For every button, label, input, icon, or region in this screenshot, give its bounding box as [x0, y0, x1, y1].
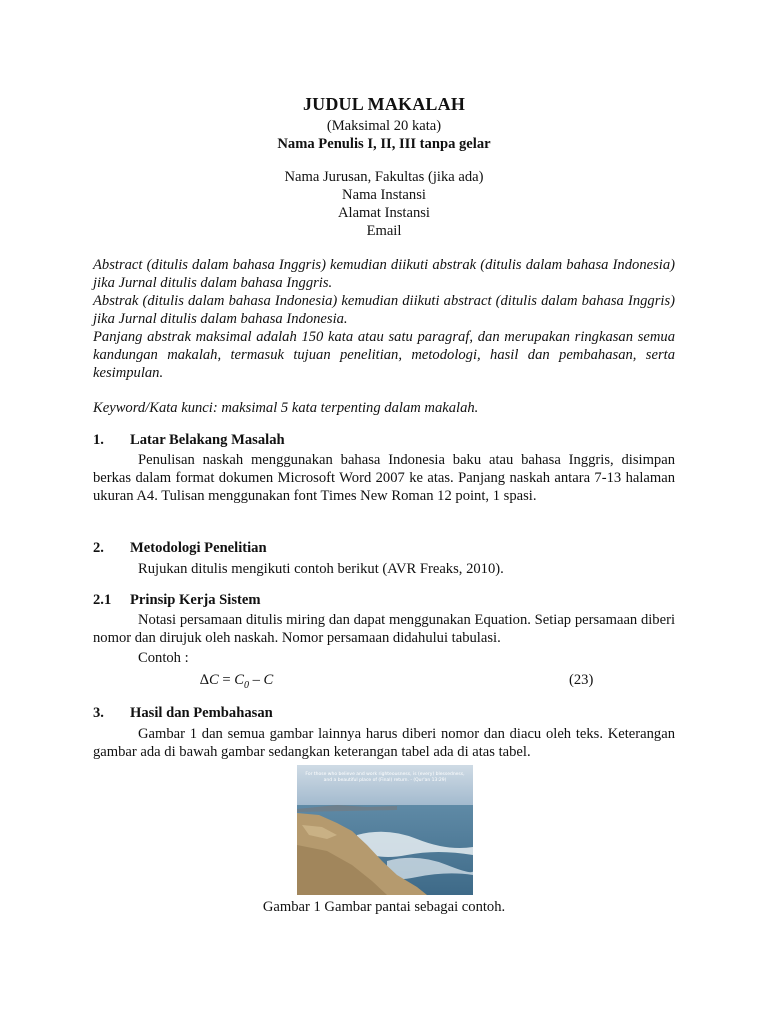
- keywords: Keyword/Kata kunci: maksimal 5 kata terpenting dalam makalah.: [93, 400, 479, 416]
- section-1-body: Penulisan naskah menggunakan bahasa Indonesia baku atau bahasa Inggris, disimpan berkas dalam format dokumen Microsoft Word 2007 ke atas. Panjang naskah antara 7-13 halaman ukuran A4. Tulisan menggunakan font Times New Roman 12 point, 1 spasi.: [93, 452, 675, 504]
- author-names: Nama Penulis I, II, III tanpa gelar: [277, 136, 491, 152]
- equation-number: (23): [569, 672, 594, 688]
- photo-overlay-line-2: and a beautiful place of (Final) return. - (Qur'an 13:29): [323, 778, 447, 783]
- section-2-number: 2.: [93, 540, 104, 556]
- affiliation-email: Email: [366, 223, 402, 239]
- section-2-1-number: 2.1: [93, 592, 112, 608]
- section-3-heading: Hasil dan Pembahasan: [130, 705, 273, 721]
- affiliation-department: Nama Jurusan, Fakultas (jika ada): [284, 169, 484, 185]
- section-3-number: 3.: [93, 705, 104, 721]
- section-2-1-body: Notasi persamaan ditulis miring dan dapat menggunakan Equation. Setiap persamaan diberi nomor dan dirujuk oleh naskah. Nomor persamaan didahului tabulasi.: [93, 612, 675, 646]
- example-label: Contoh :: [138, 650, 189, 666]
- section-1-number: 1.: [93, 432, 104, 448]
- abstract-indonesian-note: Abstrak (ditulis dalam bahasa Indonesia) kemudian diikuti abstract (ditulis dalam bahasa Inggris) jika Jurnal ditulis dalam bahasa Indonesia.: [93, 293, 675, 327]
- abstract-length-note: Panjang abstrak maksimal adalah 150 kata atau satu paragraf, dan merupakan ringkasan semua kandungan makalah, termasuk tujuan penelitian, metodologi, hasil dan pembahasan, serta kesimpulan.: [93, 329, 675, 381]
- section-2-1-heading: Prinsip Kerja Sistem: [130, 592, 261, 608]
- section-2-heading: Metodologi Penelitian: [130, 540, 267, 556]
- equation-c0: C: [234, 672, 244, 688]
- section-3-body: Gambar 1 dan semua gambar lainnya harus diberi nomor dan diacu oleh teks. Keterangan gambar ada di bawah gambar sedangkan keterangan tabel ada di atas tabel.: [93, 726, 675, 760]
- equation-lhs: C: [208, 672, 219, 688]
- figure-caption: Gambar 1 Gambar pantai sebagai contoh.: [262, 899, 506, 915]
- equation-delta: ∆: [200, 672, 209, 688]
- section-2-body: Rujukan ditulis mengikuti contoh berikut (AVR Freaks, 2010).: [138, 561, 504, 577]
- equation: [200, 671, 273, 695]
- equation-equals: =: [218, 672, 235, 688]
- equation-minus: –: [248, 672, 264, 688]
- abstract-english-note: Abstract (ditulis dalam bahasa Inggris) kemudian diikuti abstrak (ditulis dalam bahasa Indonesia) jika Jurnal ditulis dalam bahasa Inggris.: [93, 257, 675, 291]
- title-note: (Maksimal 20 kata): [326, 118, 442, 134]
- beach-photo: [297, 765, 473, 895]
- paper-title: JUDUL MAKALAH: [302, 94, 466, 114]
- affiliation-institution: Nama Instansi: [342, 187, 426, 203]
- section-1-heading: Latar Belakang Masalah: [130, 432, 285, 448]
- equation-c0-subscript: 0: [243, 679, 249, 691]
- equation-rhs: C: [263, 672, 274, 688]
- photo-overlay-line-1: For those who believe and work righteousness, is (every) blessedness,: [305, 772, 465, 777]
- affiliation-address: Alamat Instansi: [337, 205, 430, 221]
- beach-photo-drawing: [297, 765, 473, 895]
